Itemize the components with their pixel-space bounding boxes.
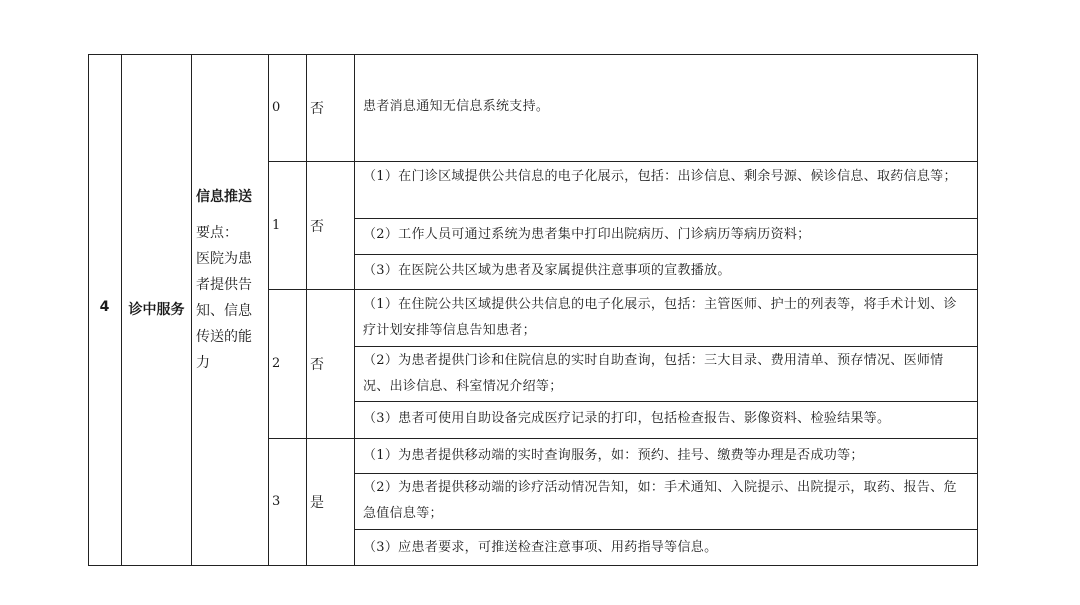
requirement-separator [354,346,978,347]
requirement-text: （2）工作人员可通过系统为患者集中打印出院病历、门诊病历等病历资料； [363,227,811,242]
category-label: 诊中服务 [128,302,185,318]
level-number: 2 [272,356,281,371]
verdict-label: 否 [310,219,324,235]
level-number: 1 [272,218,281,233]
verdict-label: 是 [310,495,324,511]
description-line: 传送的能 [196,329,252,345]
item-cell [196,186,266,376]
col-divider [268,54,269,566]
level-number: 0 [272,100,281,115]
description-line: 医院为患 [196,251,252,267]
verdict-label: 否 [310,101,324,117]
requirement-text: （1）为患者提供移动端的实时查询服务，如：预约、挂号、缴费等办理是否成功等； [363,448,864,463]
requirement-text: （2）为患者提供门诊和住院信息的实时自助查询，包括：三大目录、费用清单、预存情况、医师情况、出诊信息、科室情况介绍等； [363,353,944,394]
requirement-text: （2）为患者提供移动端的诊疗活动情况告知，如：手术通知、入院提示、出院提示，取药、报告、危急值信息等； [363,480,957,521]
requirement-separator [354,254,978,255]
description-line: 力 [196,355,210,371]
col-divider [191,54,192,566]
requirement-separator [354,529,978,530]
description-line: 要点： [196,225,238,241]
requirement-text: （1）在门诊区域提供公共信息的电子化展示，包括：出诊信息、剩余号源、候诊信息、取药信息等； [363,169,957,184]
requirement-text: （3）在医院公共区域为患者及家属提供注意事项的宣教播放。 [363,263,731,278]
level-separator [268,438,978,439]
item-title: 信息推送 [196,189,252,205]
requirement-text: （1）在住院公共区域提供公共信息的电子化展示，包括：主管医师、护士的列表等，将手术计划、诊疗计划安排等信息告知患者； [363,297,957,338]
level-separator [268,289,978,290]
level-number: 3 [272,494,281,509]
table-border-top [88,54,978,55]
col-divider [306,54,307,566]
description-line: 者提供告 [196,277,252,293]
level-separator [268,161,978,162]
requirement-separator [354,401,978,402]
requirement-text: 患者消息通知无信息系统支持。 [363,99,550,114]
table-border-right [977,54,978,566]
description-line: 知、信息 [196,303,252,319]
requirement-separator [354,473,978,474]
row-number: 4 [99,299,110,315]
requirement-separator [354,218,978,219]
table-border-bottom [88,565,978,566]
requirement-text: （3）患者可使用自助设备完成医疗记录的打印，包括检查报告、影像资料、检验结果等。 [363,411,891,426]
table-border-left [88,54,89,566]
evaluation-table [88,54,978,566]
requirement-text: （3）应患者要求，可推送检查注意事项、用药指导等信息。 [363,540,718,555]
verdict-label: 否 [310,357,324,373]
item-description [196,220,266,376]
